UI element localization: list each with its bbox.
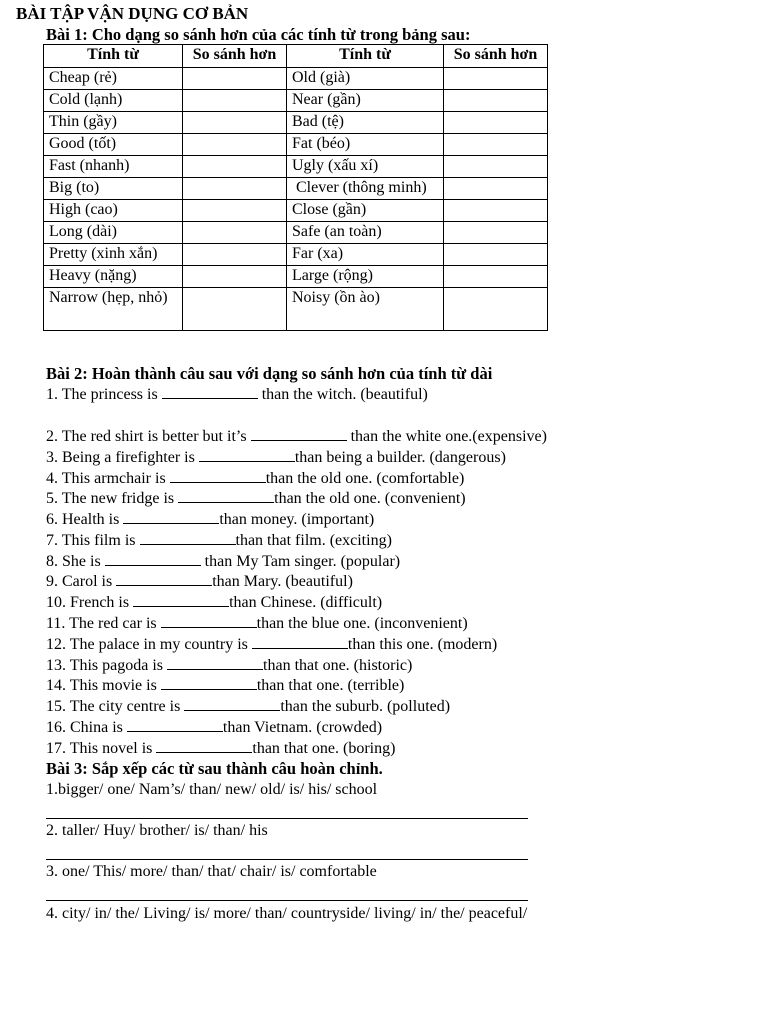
- adjective-cell: Fast (nhanh): [44, 156, 183, 178]
- item-prefix: 16. China is: [46, 719, 127, 736]
- answer-blank[interactable]: [161, 675, 257, 690]
- item-prefix: 17. This novel is: [46, 740, 157, 757]
- adjective-cell: High (cao): [44, 200, 183, 222]
- item-prefix: 5. The new fridge is: [46, 490, 179, 507]
- adjective-cell: Noisy (ồn ào): [287, 288, 444, 331]
- answer-cell[interactable]: [183, 178, 287, 200]
- exercise-2-item: [46, 717, 382, 738]
- exercise-2-item: [46, 384, 428, 405]
- item-suffix: than that one. (boring): [252, 740, 396, 757]
- exercise-2-item: [46, 468, 464, 489]
- exercise-2-item: [46, 613, 468, 634]
- header-adjective-1: Tính từ: [44, 45, 183, 68]
- answer-blank[interactable]: [161, 613, 257, 628]
- item-prefix: 11. The red car is: [46, 615, 161, 632]
- item-suffix: than My Tam singer. (popular): [200, 553, 401, 570]
- answer-line[interactable]: [46, 818, 528, 819]
- answer-cell[interactable]: [444, 178, 548, 200]
- item-suffix: than the old one. (convenient): [274, 490, 466, 507]
- answer-cell[interactable]: [444, 200, 548, 222]
- item-suffix: than that one. (terrible): [256, 677, 405, 694]
- answer-cell[interactable]: [183, 112, 287, 134]
- table-row: [44, 134, 548, 156]
- item-prefix: 10. French is: [46, 594, 134, 611]
- item-suffix: than this one. (modern): [347, 636, 498, 653]
- table-row: [44, 288, 548, 331]
- adjective-cell: Near (gần): [287, 90, 444, 112]
- answer-cell[interactable]: [444, 112, 548, 134]
- page-title: BÀI TẬP VẬN DỤNG CƠ BẢN: [16, 4, 249, 23]
- answer-cell[interactable]: [183, 266, 287, 288]
- answer-cell[interactable]: [183, 156, 287, 178]
- answer-cell[interactable]: [444, 134, 548, 156]
- item-prefix: 1. The princess is: [46, 386, 162, 403]
- answer-blank[interactable]: [199, 447, 295, 462]
- answer-cell[interactable]: [444, 266, 548, 288]
- exercise-2-item: [46, 738, 395, 759]
- item-prefix: 4. This armchair is: [46, 470, 170, 487]
- adjective-cell: Far (xa): [287, 244, 444, 266]
- answer-cell[interactable]: [183, 222, 287, 244]
- item-suffix: than Chinese. (difficult): [229, 594, 383, 611]
- item-prefix: 13. This pagoda is: [46, 657, 168, 674]
- answer-blank[interactable]: [127, 717, 223, 732]
- table-row: [44, 68, 548, 90]
- item-suffix: than the white one.(expensive): [346, 428, 547, 445]
- adjective-cell: Good (tốt): [44, 134, 183, 156]
- table-row: [44, 156, 548, 178]
- answer-blank[interactable]: [251, 426, 347, 441]
- item-prefix: 15. The city centre is: [46, 698, 185, 715]
- adjective-cell: Safe (an toàn): [287, 222, 444, 244]
- table-row: [44, 178, 548, 200]
- exercise-2-item: [46, 447, 506, 468]
- adjective-table: [43, 44, 548, 331]
- answer-cell[interactable]: [183, 288, 287, 331]
- exercise-2-item: [46, 530, 392, 551]
- answer-blank[interactable]: [140, 530, 236, 545]
- header-comparative-1: So sánh hơn: [183, 45, 287, 68]
- adjective-cell: Thin (gầy): [44, 112, 183, 134]
- answer-blank[interactable]: [156, 738, 252, 753]
- table-row: [44, 90, 548, 112]
- item-suffix: than Mary. (beautiful): [212, 573, 353, 590]
- exercise-2-item: [46, 634, 497, 655]
- answer-cell[interactable]: [444, 222, 548, 244]
- answer-line[interactable]: [46, 900, 528, 901]
- item-suffix: than the suburb. (polluted): [280, 698, 451, 715]
- adjective-cell: Narrow (hẹp, nhỏ): [44, 288, 183, 331]
- answer-cell[interactable]: [183, 134, 287, 156]
- answer-cell[interactable]: [444, 244, 548, 266]
- answer-blank[interactable]: [167, 655, 263, 670]
- item-suffix: than the old one. (comfortable): [265, 470, 465, 487]
- item-suffix: than money. (important): [219, 511, 375, 528]
- answer-blank[interactable]: [162, 384, 258, 399]
- answer-cell[interactable]: [183, 200, 287, 222]
- header-adjective-2: Tính từ: [287, 45, 444, 68]
- answer-blank[interactable]: [252, 634, 348, 649]
- item-suffix: than the witch. (beautiful): [257, 386, 428, 403]
- item-prefix: 9. Carol is: [46, 573, 117, 590]
- adjective-cell: Big (to): [44, 178, 183, 200]
- adjective-cell: Ugly (xấu xí): [287, 156, 444, 178]
- answer-cell[interactable]: [444, 90, 548, 112]
- adjective-cell: Old (già): [287, 68, 444, 90]
- adjective-cell: Fat (béo): [287, 134, 444, 156]
- exercise-3-prompt: 3. one/ This/ more/ than/ that/ chair/ is/ comfortable: [46, 863, 377, 880]
- answer-cell[interactable]: [183, 90, 287, 112]
- adjective-cell: Clever (thông minh): [287, 178, 444, 200]
- exercise-2-item: [46, 571, 353, 592]
- answer-cell[interactable]: [444, 288, 548, 331]
- item-prefix: 6. Health is: [46, 511, 124, 528]
- exercise-2-title: Bài 2: Hoàn thành câu sau với dạng so sánh hơn của tính từ dài: [46, 364, 493, 383]
- answer-cell[interactable]: [183, 68, 287, 90]
- adjective-cell: Long (dài): [44, 222, 183, 244]
- item-suffix: than the blue one. (inconvenient): [256, 615, 468, 632]
- item-prefix: 14. This movie is: [46, 677, 161, 694]
- adjective-cell: Heavy (nặng): [44, 266, 183, 288]
- exercise-3-title: Bài 3: Sắp xếp các từ sau thành câu hoàn chỉnh.: [46, 759, 383, 778]
- table-row: [44, 200, 548, 222]
- item-prefix: 3. Being a firefighter is: [46, 449, 199, 466]
- answer-blank[interactable]: [170, 468, 266, 483]
- exercise-2-item: [46, 696, 450, 717]
- adjective-cell: Large (rộng): [287, 266, 444, 288]
- answer-cell[interactable]: [183, 244, 287, 266]
- adjective-cell: Bad (tệ): [287, 112, 444, 134]
- exercise-2-item: [46, 592, 382, 613]
- answer-blank[interactable]: [184, 696, 280, 711]
- adjective-cell: Cold (lạnh): [44, 90, 183, 112]
- answer-blank[interactable]: [105, 551, 201, 566]
- item-suffix: than being a builder. (dangerous): [294, 449, 506, 466]
- item-suffix: than Vietnam. (crowded): [222, 719, 383, 736]
- answer-cell[interactable]: [444, 68, 548, 90]
- table-row: [44, 244, 548, 266]
- item-suffix: than that film. (exciting): [235, 532, 392, 549]
- item-suffix: than that one. (historic): [263, 657, 413, 674]
- adjective-cell: Cheap (rẻ): [44, 68, 183, 90]
- exercise-2-item: [46, 675, 404, 696]
- exercise-3-prompt: 2. taller/ Huy/ brother/ is/ than/ his: [46, 822, 268, 839]
- exercise-2-item: [46, 488, 466, 509]
- item-prefix: 8. She is: [46, 553, 105, 570]
- adjective-cell: Pretty (xinh xắn): [44, 244, 183, 266]
- adjective-cell: Close (gần): [287, 200, 444, 222]
- table-row: [44, 266, 548, 288]
- table-row: [44, 112, 548, 134]
- table-row: [44, 222, 548, 244]
- exercise-2-item: [46, 655, 412, 676]
- item-prefix: 2. The red shirt is better but it’s: [46, 428, 251, 445]
- exercise-1-title: Bài 1: Cho dạng so sánh hơn của các tính từ trong bảng sau:: [46, 25, 471, 44]
- header-comparative-2: So sánh hơn: [444, 45, 548, 68]
- answer-line[interactable]: [46, 859, 528, 860]
- answer-blank[interactable]: [133, 592, 229, 607]
- exercise-2-item: [46, 426, 547, 447]
- table-header-row: [44, 45, 548, 68]
- exercise-2-item: [46, 551, 400, 572]
- answer-blank[interactable]: [178, 488, 274, 503]
- answer-blank[interactable]: [123, 509, 219, 524]
- answer-blank[interactable]: [116, 571, 212, 586]
- exercise-3-prompt: 1.bigger/ one/ Nam’s/ than/ new/ old/ is/ his/ school: [46, 781, 378, 798]
- exercise-3-prompt: 4. city/ in/ the/ Living/ is/ more/ than/ countryside/ living/ in/ the/ peaceful/: [46, 905, 528, 922]
- item-prefix: 12. The palace in my country is: [46, 636, 252, 653]
- answer-cell[interactable]: [444, 156, 548, 178]
- exercise-2-item: [46, 509, 374, 530]
- item-prefix: 7. This film is: [46, 532, 140, 549]
